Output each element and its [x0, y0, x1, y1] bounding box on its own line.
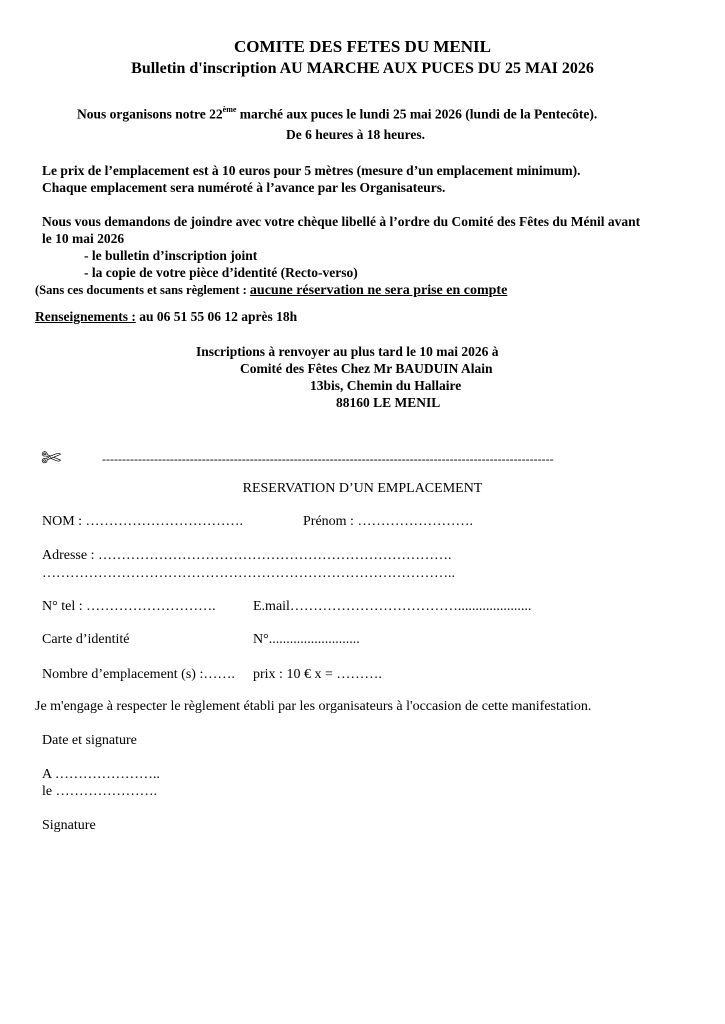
page-title: COMITE DES FETES DU MENIL: [234, 37, 491, 56]
address-line-4: 88160 LE MENIL: [336, 395, 441, 410]
note-text: (Sans ces documents et sans règlement :: [35, 283, 250, 297]
lieu-field: A …………………..: [42, 767, 160, 782]
price-line-1: Le prix de l’emplacement est à 10 euros pour 5 mètres (mesure d’un emplacement minimum).: [42, 163, 581, 178]
documents-item-1: - le bulletin d’inscription joint: [84, 248, 258, 263]
intro-hours: De 6 heures à 18 heures.: [286, 127, 425, 142]
nom-field: NOM : …………………………….: [42, 514, 244, 529]
documents-note: [35, 283, 507, 299]
address-line-3: 13bis, Chemin du Hallaire: [310, 378, 462, 393]
note-warning: aucune réservation ne sera prise en compte: [249, 283, 508, 298]
carte-numero-field: N°..........................: [253, 632, 360, 647]
cut-line: -----------------------------------------------------------------------------------------------------------------: [102, 452, 554, 466]
adresse-field-line-2: ……………………………………………………………………………..: [42, 566, 455, 581]
info-line: [35, 309, 297, 325]
prix-field: prix : 10 € x = ……….: [253, 667, 382, 682]
nombre-emplacement-field: Nombre d’emplacement (s) :…….: [42, 667, 235, 682]
intro-text-b: marché aux puces le lundi 25 mai 2026 (lundi de la Pentecôte).: [236, 106, 598, 122]
prenom-field: Prénom : …………………….: [303, 514, 473, 529]
price-line-2: Chaque emplacement sera numéroté à l’avance par les Organisateurs.: [42, 180, 446, 195]
info-label: Renseignements :: [35, 309, 136, 324]
intro-text-a: Nous organisons notre 22: [77, 106, 223, 122]
date-field: le ………………….: [42, 784, 158, 799]
email-field: E.mail……………………………….....................: [253, 599, 532, 614]
page-subtitle: Bulletin d'inscription AU MARCHE AUX PUCES DU 25 MAI 2026: [131, 60, 594, 77]
documents-line-2: le 10 mai 2026: [42, 231, 125, 246]
carte-identite-label: Carte d’identité: [42, 632, 130, 647]
engagement-text: Je m'engage à respecter le règlement établi par les organisateurs à l'occasion de cette manifestation.: [35, 699, 592, 714]
tel-field: N° tel : ……………………….: [42, 599, 216, 614]
documents-line-1: Nous vous demandons de joindre avec votre chèque libellé à l’ordre du Comité des Fêtes du Ménil avant: [42, 214, 641, 229]
signature-label: Signature: [42, 818, 96, 833]
address-line-2: Comité des Fêtes Chez Mr BAUDUIN Alain: [240, 361, 493, 376]
intro-superscript: ème: [222, 105, 237, 114]
scissors-icon: ✄: [41, 444, 62, 472]
adresse-field: Adresse : ………………………………………………………………….: [42, 548, 452, 563]
info-phone: au 06 51 55 06 12 après 18h: [135, 309, 298, 324]
address-line-1: Inscriptions à renvoyer au plus tard le 10 mai 2026 à: [196, 344, 499, 359]
documents-item-2: - la copie de votre pièce d’identité (Recto-verso): [84, 265, 358, 280]
form-title: RESERVATION D’UN EMPLACEMENT: [242, 481, 483, 496]
intro-line-1: [77, 106, 597, 123]
date-signature-label: Date et signature: [42, 733, 137, 748]
